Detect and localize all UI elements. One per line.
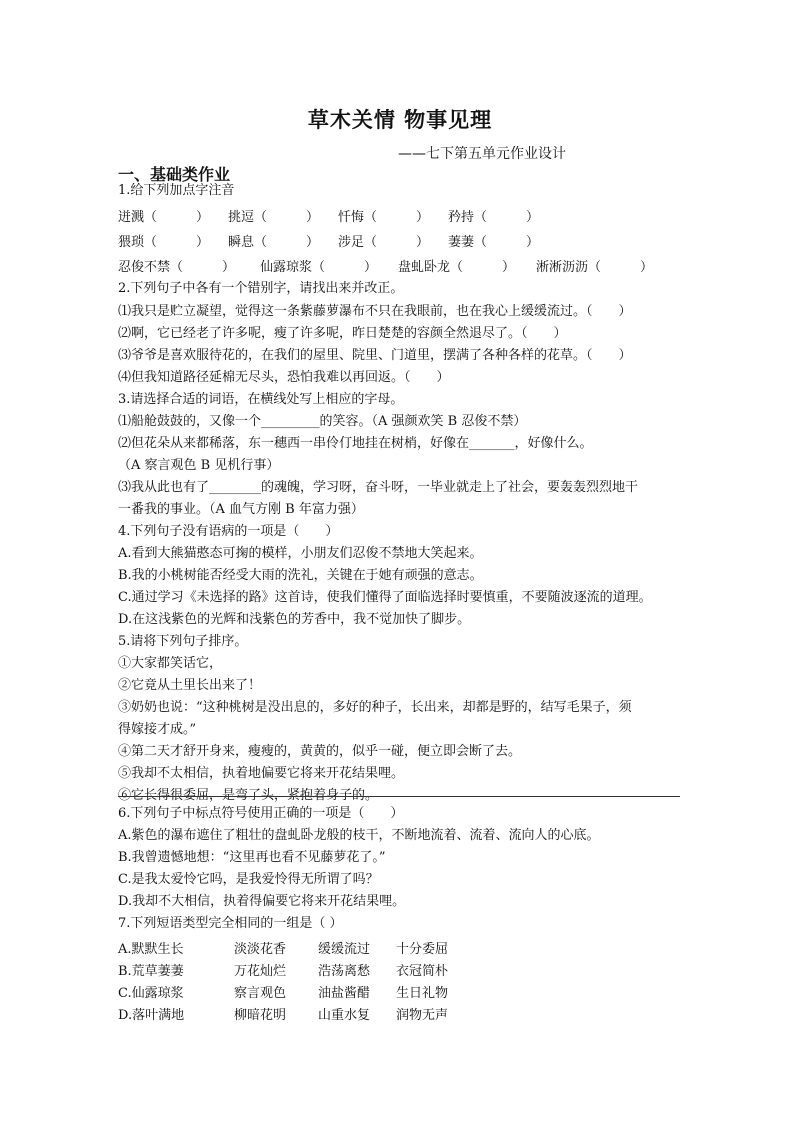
q5-line: ②它竟从土里长出来了！ <box>118 678 262 693</box>
q7-phrase: 油盐酱醋 <box>318 986 371 1001</box>
page-subtitle: ——七下第五单元作业设计 <box>398 146 566 162</box>
q1-item: 盘虬卧龙（ ） <box>398 260 516 275</box>
q7-phrase: 缓缓流过 <box>318 942 371 957</box>
q6-prompt: 6.下列句子中标点符号使用正确的一项是（ ） <box>118 806 404 821</box>
q7-phrase: B.荒草萋萋 <box>118 964 184 979</box>
q7-phrase: 万花灿烂 <box>234 964 287 979</box>
q1-prompt: 1.给下列加点字注音 <box>118 183 235 198</box>
q5-line: ①大家都笑话它， <box>118 656 223 671</box>
q7-phrase: A.默默生长 <box>118 942 184 957</box>
q3-line: ⑶我从此也有了________的魂魄，学习呀，奋斗呀，一毕业就走上了社会，要轰轰烈烈地干 <box>118 480 639 495</box>
q2-item: ⑷但我知道路径延棉无尽头，恐怕我难以再回返。（ ） <box>118 370 450 385</box>
q7-phrase: 浩荡离愁 <box>318 964 371 979</box>
q2-item: ⑵啊，它已经老了许多呢，瘦了许多呢，昨日楚楚的容颜全然退尽了。（ ） <box>118 326 567 341</box>
q5-line: ⑥它长得很委屈，是弯了头，紧抱着身子的。 <box>118 788 379 803</box>
q3-line: （A 察言观色 B 见机行事） <box>118 458 280 473</box>
q1-item: 忍俊不禁（ ） <box>118 260 236 275</box>
q4-option: C.通过学习《未选择的路》这首诗，使我们懂得了面临选择时要慎重，不要随波逐流的道理。 <box>118 590 652 605</box>
q3-line: ⑵但花朵从来都稀落，东一穗西一串伶仃地挂在树梢，好像在_______，好像什么。 <box>118 436 593 451</box>
q1-item: 猥琐（ ） <box>118 235 210 250</box>
q1-item: 瞬息（ ） <box>228 235 320 250</box>
q1-item: 矜持（ ） <box>448 210 540 225</box>
q4-option: D.在这浅紫色的光辉和浅紫色的芳香中，我不觉加快了脚步。 <box>118 612 471 627</box>
q7-phrase: 衣冠简朴 <box>396 964 449 979</box>
q7-phrase: 山重水复 <box>318 1008 371 1023</box>
q6-option: C.是我太爱怜它吗，是我爱怜得无所谓了吗？ <box>118 872 379 887</box>
q4-prompt: 4.下列句子没有语病的一项是（ ） <box>118 524 339 539</box>
q1-item: 萋萋（ ） <box>448 235 540 250</box>
q7-phrase: 润物无声 <box>396 1008 449 1023</box>
q1-item: 淅淅沥沥（ ） <box>536 260 654 275</box>
q1-item: 迸溅（ ） <box>118 210 210 225</box>
q3-prompt: 3.请选择合适的词语，在横线处写上相应的字母。 <box>118 392 404 407</box>
q5-line: ④第二天才舒开身来，瘦瘦的，黄黄的，似乎一碰，便立即会断了去。 <box>118 744 522 759</box>
q5-line: ⑤我却不太相信，执着地偏要它将来开花结果哩。 <box>118 766 405 781</box>
q5-prompt: 5.请将下列句子排序。 <box>118 634 248 649</box>
q7-phrase: 柳暗花明 <box>234 1008 287 1023</box>
q5-line: 得嫁接才成。” <box>118 722 197 737</box>
q7-phrase: C.仙露琼浆 <box>118 986 184 1001</box>
q3-line: 一番我的事业。（A 血气方刚 B 年富力强） <box>118 502 364 517</box>
q1-item: 涉足（ ） <box>338 235 430 250</box>
q3-line: ⑴船舱鼓鼓的，又像一个_________的笑容。（A 强颜欢笑 B 忍俊不禁） <box>118 414 527 429</box>
q6-option: A.紫色的瀑布遮住了粗壮的盘虬卧龙般的枝干，不断地流着、流着、流向人的心底。 <box>118 828 600 843</box>
q7-phrase: D.落叶满地 <box>118 1008 185 1023</box>
q4-option: A.看到大熊猫憨态可掬的模样，小朋友们忍俊不禁地大笑起来。 <box>118 546 483 561</box>
q1-item: 仙露琼浆（ ） <box>260 260 378 275</box>
q7-phrase: 十分委屈 <box>396 942 449 957</box>
q7-phrase: 淡淡花香 <box>234 942 287 957</box>
q7-prompt: 7.下列短语类型完全相同的一组是（ ） <box>118 916 343 931</box>
q7-phrase: 察言观色 <box>234 986 287 1001</box>
q5-line: ③奶奶也说：“这种桃树是没出息的，多好的种子，长出来，却都是野的，结写毛果子，须 <box>118 700 632 715</box>
q4-option: B.我的小桃树能否经受大雨的洗礼，关键在于她有顽强的意志。 <box>118 568 483 583</box>
q7-phrase: 生日礼物 <box>396 986 449 1001</box>
answer-rule <box>118 796 680 797</box>
q6-option: D.我却不大相信，执着得偏要它将来开花结果哩。 <box>118 894 406 909</box>
q6-option: B.我曾遗憾地想：“这里再也看不见藤萝花了。” <box>118 850 386 865</box>
q2-prompt: 2.下列句子中各有一个错别字，请找出来并改正。 <box>118 281 404 296</box>
q2-item: ⑶爷爷是喜欢服待花的，在我们的屋里、院里、门道里，摆满了各种各样的花草。（ ） <box>118 348 632 363</box>
page-title: 草木关情 物事见理 <box>307 108 493 132</box>
q2-item: ⑴我只是贮立凝望，觉得这一条紫藤萝瀑布不只在我眼前，也在我心上缓缓流过。（ ） <box>118 304 632 319</box>
section-heading: 一、基础类作业 <box>118 165 231 184</box>
q1-item: 忏悔（ ） <box>338 210 430 225</box>
q1-item: 挑逗（ ） <box>228 210 320 225</box>
